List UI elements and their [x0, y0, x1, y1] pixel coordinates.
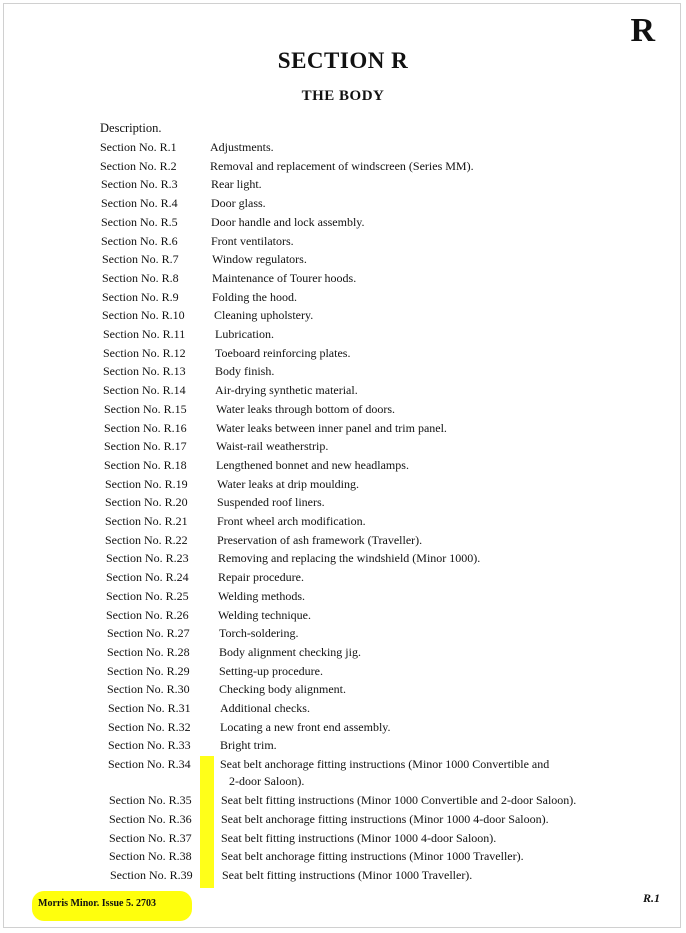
toc-entry-title: Suspended roof liners. [217, 495, 325, 510]
toc-entry-title: Folding the hood. [212, 289, 298, 304]
toc-entry-title: Front wheel arch modification. [217, 514, 366, 528]
page-title: THE BODY [301, 88, 385, 104]
toc-entry-title: Seat belt fitting instructions (Minor 1000 Convertible and 2-door Saloon). [221, 793, 577, 808]
toc-entry-title: Body finish. [215, 364, 275, 379]
toc-entry-title: Water leaks through bottom of doors. [216, 401, 395, 416]
toc-entry-number: Section No. R.3 [101, 177, 178, 192]
toc-entry-number: Section No. R.16 [104, 420, 187, 435]
toc-entry-number: Section No. R.10 [102, 308, 185, 323]
toc-entry-title: Body alignment checking jig. [219, 644, 361, 659]
toc-entry-number: Section No. R.32 [108, 719, 191, 734]
toc-entry-title: Cleaning upholstery. [214, 308, 314, 323]
toc-entry-title: Removing and replacing the windshield (Minor 1000). [218, 551, 481, 566]
toc-entry-number: Section No. R.33 [108, 738, 191, 753]
toc-entry-number: Section No. R.22 [105, 532, 188, 547]
toc-entry-title: Door glass. [211, 196, 266, 211]
toc-entry-number: Section No. R.35 [109, 793, 192, 808]
toc-entry-number: Section No. R.6 [101, 233, 178, 248]
toc-entry-title: Toeboard reinforcing plates. [215, 345, 351, 360]
toc-entry-number: Section No. R.24 [106, 570, 189, 585]
toc-entry-number: Section No. R.27 [107, 626, 190, 641]
toc-entry-number: Section No. R.11 [103, 327, 186, 341]
toc-entry-title: Lubrication. [215, 327, 274, 341]
toc-entry-number: Section No. R.26 [106, 607, 189, 622]
highlighter-mark [200, 756, 214, 888]
toc-entry-title: Seat belt fitting instructions (Minor 1000 Traveller). [222, 867, 473, 882]
toc-entry-number: Section No. R.25 [106, 588, 189, 603]
toc-entry-title: Door handle and lock assembly. [211, 214, 365, 229]
toc-entry-number: Section No. R.7 [102, 252, 179, 267]
toc-entry-number: Section No. R.34 [108, 757, 191, 772]
toc-entry-number: Section No. R.38 [109, 849, 192, 864]
toc-entry-title: Preservation of ash framework (Traveller). [217, 532, 423, 547]
toc-entry-number: Section No. R.12 [103, 345, 186, 360]
toc-entry-title: Air-drying synthetic material. [215, 383, 358, 398]
toc-entry-title: Lengthened bonnet and new headlamps. [216, 457, 409, 472]
toc-entry-title: Seat belt fitting instructions (Minor 1000 4-door Saloon). [221, 830, 497, 845]
toc-entry-number: Section No. R.19 [105, 476, 188, 491]
toc-entry-number: Section No. R.39 [110, 867, 193, 882]
toc-entry-title: Window regulators. [212, 252, 307, 267]
toc-entry-title: Seat belt anchorage fitting instructions (Minor 1000 4-door Saloon). [221, 811, 549, 826]
toc-entry-number: Section No. R.31 [108, 701, 191, 715]
toc-entry-title: Waist-rail weatherstrip. [216, 439, 329, 454]
section-title: SECTION R [277, 48, 409, 73]
toc-entry-title: Torch-soldering. [219, 626, 299, 641]
toc-entry-title: Repair procedure. [218, 570, 304, 585]
toc-entry-number: Section No. R.17 [104, 439, 187, 454]
toc-entry-title: Maintenance of Tourer hoods. [212, 270, 357, 285]
toc-entry-number: Section No. R.20 [105, 495, 188, 510]
toc-entry-title: Additional checks. [220, 701, 310, 715]
toc-entry-number: Section No. R.9 [102, 289, 179, 304]
toc-entry-title: Seat belt anchorage fitting instructions (Minor 1000 Convertible and 2-door Saloon). [220, 757, 550, 789]
toc-entry-number: Section No. R.2 [100, 158, 177, 173]
toc-entry-number: Section No. R.14 [103, 383, 186, 398]
toc-entry-title: Locating a new front end assembly. [220, 719, 391, 734]
footer-issue-text: Morris Minor. Issue 5. 2703 [38, 898, 156, 909]
toc-entry-title: Setting-up procedure. [219, 663, 323, 678]
section-letter: R [630, 12, 654, 49]
toc-entry-title: Welding methods. [218, 588, 306, 603]
toc-entry-title: Front ventilators. [211, 233, 294, 248]
toc-entry-number: Section No. R.1 [100, 140, 177, 154]
toc-entry-number: Section No. R.29 [107, 663, 190, 678]
toc-entry-title: Adjustments. [210, 140, 274, 154]
toc-entry-title: Water leaks between inner panel and trim panel. [216, 420, 447, 435]
toc-entry-number: Section No. R.37 [109, 830, 192, 845]
toc-entry-number: Section No. R.8 [102, 270, 179, 285]
toc-entry-number: Section No. R.18 [104, 457, 187, 472]
toc-entry-title: Checking body alignment. [219, 682, 346, 697]
toc-entry-number: Section No. R.13 [103, 364, 186, 379]
toc-entry-number: Section No. R.30 [107, 682, 190, 697]
page-number: R.1 [642, 891, 660, 905]
toc-entry-title: Bright trim. [220, 738, 277, 753]
toc-entry-number: Section No. R.36 [109, 811, 192, 826]
toc-entry-number: Section No. R.21 [105, 514, 188, 528]
toc-entry-number: Section No. R.23 [106, 551, 189, 566]
toc-entry-number: Section No. R.5 [101, 214, 178, 229]
toc-entry-number: Section No. R.28 [107, 644, 190, 659]
toc-entry-number: Section No. R.4 [101, 196, 178, 211]
toc-entry-title: Welding technique. [218, 607, 312, 622]
toc-entry-title: Seat belt anchorage fitting instructions (Minor 1000 Traveller). [221, 849, 524, 864]
toc-entry-title: Water leaks at drip moulding. [217, 476, 359, 491]
toc-entry-title: Rear light. [211, 177, 262, 192]
toc-entry-number: Section No. R.15 [104, 401, 187, 416]
toc-entry-title: Removal and replacement of windscreen (Series MM). [210, 158, 474, 173]
description-label: Description. [100, 121, 162, 135]
